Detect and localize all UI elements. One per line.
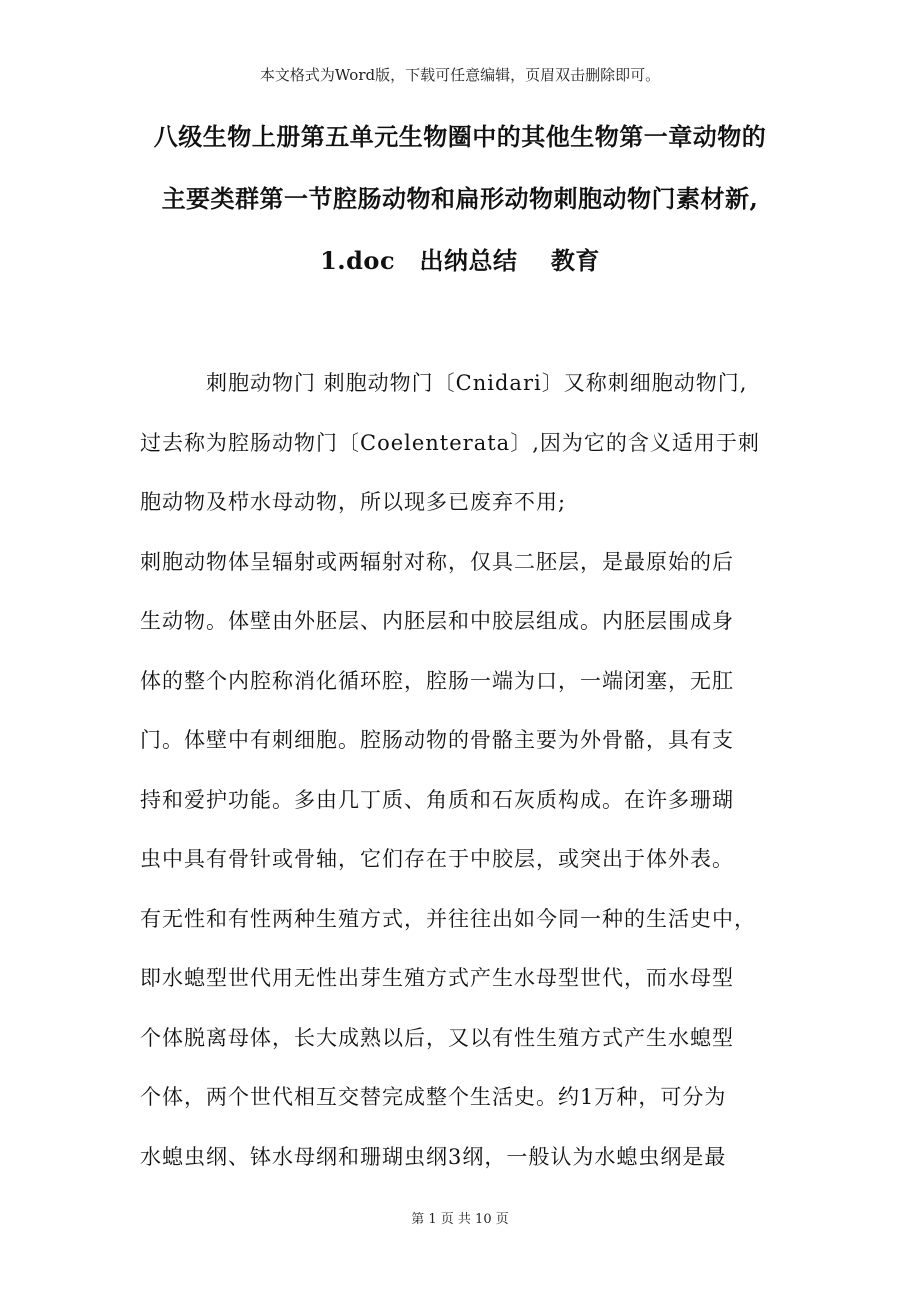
body-line: 刺胞动物门 刺胞动物门〔Cnidari〕又称刺细胞动物门, [206,371,748,395]
body-line: 胞动物及栉水母动物，所以现多已废弃不用; [140,490,567,514]
page-footer: 第 1 页 共 10 页 [411,1212,509,1227]
document-title [140,106,780,292]
body-line: 虫中具有骨针或骨轴，它们存在于中胶层，或突出于体外表。 [140,847,734,871]
body-line: 即水螅型世代用无性出芽生殖方式产生水母型世代，而水母型 [140,966,734,990]
body-line: 过去称为腔肠动物门〔Coelenterata〕,因为它的含义适用于刺 [140,430,760,455]
body-line: 个体脱离母体，长大成熟以后，又以有性生殖方式产生水螅型 [140,1025,734,1050]
body-line: 生动物。体壁由外胚层、内胚层和中胶层组成。内胚层围成身 [140,609,734,633]
body-line: 刺胞动物体呈辐射或两辐射对称，仅具二胚层，是最原始的后 [140,549,734,574]
body-line: 水螅虫纲、钵水母纲和珊瑚虫纲3纲，一般认为水螅虫纲是最 [140,1144,727,1169]
title-line: 主要类群第一节腔肠动物和扁形动物刺胞动物门素材新, [161,184,759,213]
page-header-note: 本文格式为Word版，下载可任意编辑，页眉双击删除即可。 [259,66,661,84]
title-line: 1.doc 出纳总结 教育 [320,246,600,275]
title-line: 八级生物上册第五单元生物圈中的其他生物第一章动物的 [153,122,767,151]
body-line: 体的整个内腔称消化循环腔，腔肠一端为口，一端闭塞，无肛 [140,668,734,693]
body-line: 有无性和有性两种生殖方式，并往往出如今同一种的生活史中， [140,906,756,931]
body-line: 门。体壁中有刺细胞。腔肠动物的骨骼主要为外骨骼，具有支 [140,728,734,752]
document-body [140,354,790,1187]
body-line: 持和爱护功能。多由几丁质、角质和石灰质构成。在许多珊瑚 [140,787,734,812]
body-line: 个体，两个世代相互交替完成整个生活史。约1万种，可分为 [140,1085,727,1109]
